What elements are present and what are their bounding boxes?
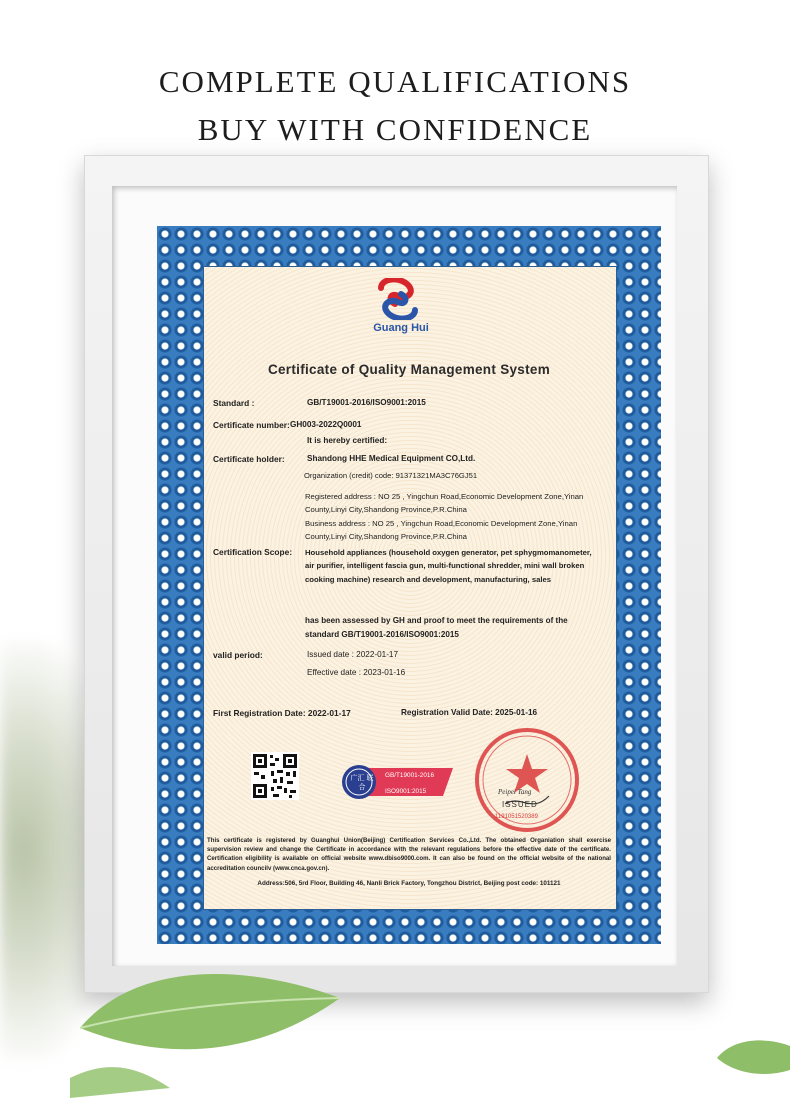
certificate-title: Certificate of Quality Management System	[267, 362, 551, 377]
registration-valid-date: Registration Valid Date: 2025-01-16	[401, 708, 538, 717]
first-registration-date: First Registration Date: 2022-01-17	[213, 708, 351, 718]
registered-address: Registered address : NO 25 , Yingchun Road,Economic Development Zone,Yinan County,Linyi City,Shandong Province,P.R.China	[305, 492, 584, 515]
organization-code: Organization (credit) code: 91371321MA3C76GJ51	[304, 471, 478, 480]
standard-value: GB/T19001-2016/ISO9001:2015	[307, 398, 426, 407]
guanghui-logo	[375, 278, 421, 320]
headline-line-2: BUY WITH CONFIDENCE	[197, 112, 593, 147]
certified-text: It is hereby certified:	[307, 436, 388, 445]
badge-seal-text: 广汇 联合	[350, 775, 374, 791]
logo-text: Guang Hui	[373, 322, 429, 334]
certificate-notice: This certificate is registered by Guanghui Union(Beijing) Certification Services Co.,Ltd. The obtained Organiation shall exercise supervision review and change the Certificate in accordance with the relevant regulations before the effective date of the certificate. Certification eligibility is available on official website www.dbiso9000.com. It can also be found on the official website of the national accreditation councilv (www.cnca.gov.cn).	[207, 837, 611, 872]
headline-line-1: COMPLETE QUALIFICATIONS	[158, 64, 632, 99]
standard-label: Standard :	[213, 398, 255, 408]
badge-line-2: ISO9001:2015	[385, 788, 427, 795]
holder-value: Shandong HHE Medical Equipment CO,Ltd.	[307, 454, 476, 463]
qr-code	[251, 752, 299, 800]
seal-number: 1191051520389	[495, 814, 538, 820]
certificate-address: Address:506, 5rd Floor, Building 46, Nanli Brick Factory, Tongzhou District, Beijing post code: 101121	[257, 880, 561, 887]
certificate-number-value: GH003-2022Q0001	[290, 420, 362, 429]
certificate-number-label: Certificate number:	[213, 420, 290, 430]
badge-line-1: GB/T19001-2016	[385, 772, 435, 779]
effective-date: Effective date : 2023-01-16	[307, 668, 406, 677]
leaf-decoration	[70, 958, 350, 1098]
scope-label: Certification Scope:	[213, 547, 293, 557]
valid-period-label: valid period:	[213, 650, 263, 660]
seal-issued-text: ISSUED	[502, 800, 538, 809]
business-address: Business address : NO 25 , Yingchun Road,Economic Development Zone,Yinan County,Linyi City,Shandong Province,P.R.China	[305, 519, 578, 542]
assessed-text: has been assessed by GH and proof to meet the requirements of the standard GB/T19001-2016/ISO9001:2015	[305, 616, 568, 639]
scope-value: Household appliances (household oxygen generator, pet sphygmomanometer, air purifier, intelligent fascia gun, multi-functional shredder, mini wall broken cooking machine) research and development, manufacturing, sales	[305, 548, 592, 584]
issued-date: Issued date : 2022-01-17	[307, 650, 399, 659]
holder-label: Certificate holder:	[213, 454, 285, 464]
certificate-content	[157, 226, 661, 944]
seal-signature: Peipei Tang	[498, 788, 532, 796]
small-leaf-decoration	[715, 1036, 790, 1076]
